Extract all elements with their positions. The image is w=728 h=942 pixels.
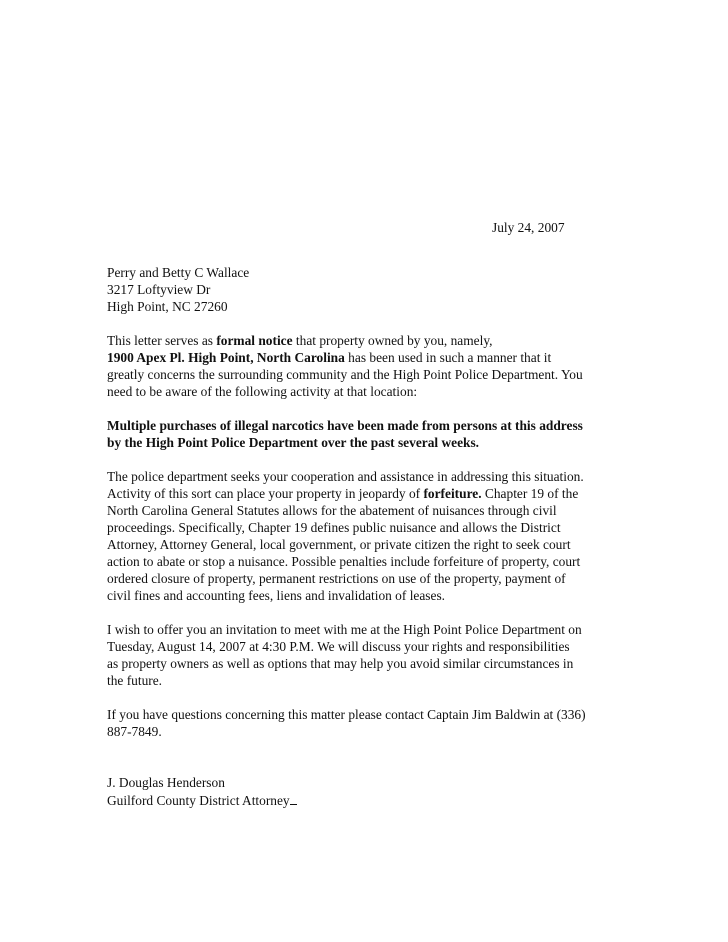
paragraph-line: proceedings. Specifically, Chapter 19 defines public nuisance and allows the District	[107, 520, 561, 535]
paragraph-activity	[107, 417, 627, 451]
paragraph-line: action to abate or stop a nuisance. Possible penalties include forfeiture of property, court	[107, 554, 581, 569]
paragraph-line: by the High Point Police Department over the past several weeks.	[107, 435, 480, 450]
paragraph-notice	[107, 332, 627, 400]
paragraph-line: The police department seeks your cooperation and assistance in addressing this situation.	[107, 469, 584, 484]
paragraph-line: the future.	[107, 673, 163, 688]
paragraph-line: Multiple purchases of illegal narcotics have been made from persons at this address	[107, 418, 583, 433]
paragraph-line: ordered closure of property, permanent restrictions on use of the property, payment of	[107, 571, 566, 586]
signature-block	[107, 774, 627, 809]
recipient-city: High Point, NC 27260	[107, 299, 228, 314]
paragraph-line: 1900 Apex Pl. High Point, North Carolina has been used in such a manner that it	[107, 350, 552, 365]
paragraph-invitation	[107, 621, 627, 689]
paragraph-line: civil fines and accounting fees, liens and invalidation of leases.	[107, 588, 446, 603]
signature-title-line	[107, 791, 627, 809]
signature-title: Guilford County District Attorney	[107, 793, 290, 808]
paragraph-line: need to be aware of the following activity at that location:	[107, 384, 418, 399]
underline-mark	[290, 791, 297, 805]
paragraph-statutes	[107, 468, 627, 604]
letter-body	[107, 264, 627, 809]
paragraph-line: If you have questions concerning this matter please contact Captain Jim Baldwin at (336)	[107, 707, 586, 722]
paragraph-line: I wish to offer you an invitation to meet with me at the High Point Police Department on	[107, 622, 582, 637]
recipient-name: Perry and Betty C Wallace	[107, 265, 250, 280]
paragraph-line: 887-7849.	[107, 724, 162, 739]
recipient-address	[107, 264, 627, 315]
paragraph-line: North Carolina General Statutes allows for the abatement of nuisances through civil	[107, 503, 557, 518]
paragraph-line: Tuesday, August 14, 2007 at 4:30 P.M. We will discuss your rights and responsibilities	[107, 639, 570, 654]
paragraph-contact	[107, 706, 627, 740]
paragraph-line: greatly concerns the surrounding community and the High Point Police Department. You	[107, 367, 583, 382]
letter-date: July 24, 2007	[492, 220, 565, 235]
paragraph-line: Activity of this sort can place your property in jeopardy of forfeiture. Chapter 19 of the	[107, 486, 579, 501]
signature-name: J. Douglas Henderson	[107, 775, 225, 790]
paragraph-line: This letter serves as formal notice that property owned by you, namely,	[107, 333, 493, 348]
recipient-street: 3217 Loftyview Dr	[107, 282, 211, 297]
paragraph-line: Attorney, Attorney General, local government, or private citizen the right to seek court	[107, 537, 571, 552]
paragraph-line: as property owners as well as options that may help you avoid similar circumstances in	[107, 656, 574, 671]
